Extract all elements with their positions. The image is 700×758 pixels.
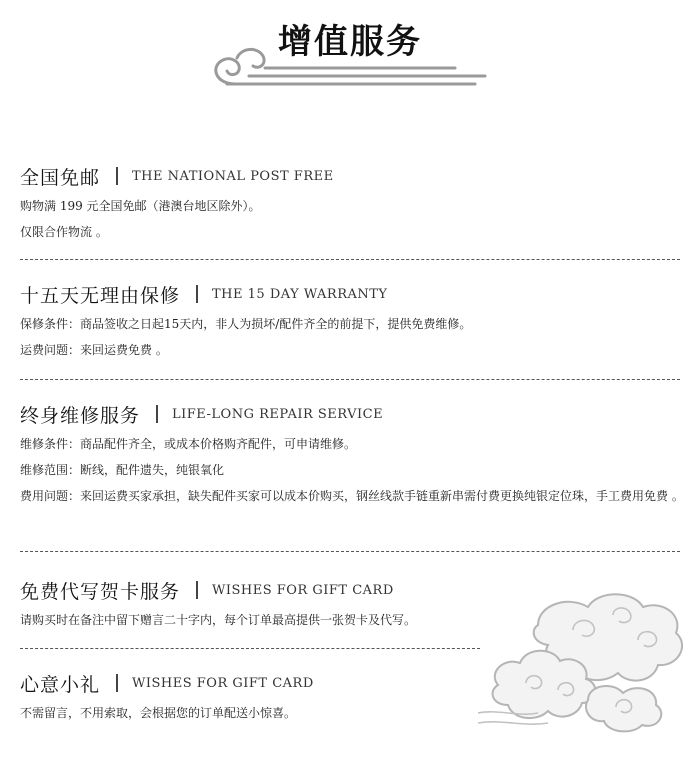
auspicious-cloud-icon [478,585,693,735]
dashed-divider [20,259,680,260]
section-title-zh: 全国免邮 [20,166,101,189]
section-title-zh: 心意小礼 [20,673,101,696]
section-text: 维修范围：断线，配件遗失，纯银氧化 [20,463,225,477]
title-separator [196,285,198,303]
title-separator [156,405,158,423]
dashed-divider [20,648,480,649]
dashed-divider [20,379,680,380]
section-title-en: WISHES FOR GIFT CARD [132,675,314,691]
dashed-divider [20,551,680,552]
section-title-en: THE NATIONAL POST FREE [132,168,334,184]
section-text: 不需留言，不用索取，会根据您的订单配送小惊喜。 [20,706,297,720]
section-text: 保修条件：商品签收之日起15天内，非人为损坏/配件齐全的前提下，提供免费维修。 [20,317,472,331]
title-separator [196,581,198,599]
section-title-zh: 十五天无理由保修 [20,284,181,307]
section-title-en: THE 15 DAY WARRANTY [212,286,388,302]
section-title-en: WISHES FOR GIFT CARD [212,582,394,598]
cloud-ornament-icon [205,44,490,90]
section-title-en: LIFE-LONG REPAIR SERVICE [172,406,384,422]
title-separator [116,167,118,185]
title-separator [116,674,118,692]
section-text: 运费问题：来回运费免费 。 [20,343,168,357]
section-text: 购物满 199 元全国免邮（港澳台地区除外）。 [20,199,261,213]
section-text: 请购买时在备注中留下赠言二十字内，每个订单最高提供一张贺卡及代写。 [20,613,417,627]
section-15-day-warranty [20,281,680,359]
section-title-zh: 终身维修服务 [20,404,141,427]
section-title-zh: 免费代写贺卡服务 [20,580,181,603]
section-text: 费用问题：来回运费买家承担，缺失配件买家可以成本价购买，钢丝线款手链重新串需付费更换纯银定位珠，手工费用免费 。 [20,489,684,503]
section-text: 维修条件：商品配件齐全，或成本价格购齐配件，可申请维修。 [20,437,357,451]
section-free-shipping [20,163,680,241]
section-lifelong-repair [20,401,684,505]
page-title: 增值服务 [278,22,422,62]
section-text: 仅限合作物流 。 [20,225,108,239]
